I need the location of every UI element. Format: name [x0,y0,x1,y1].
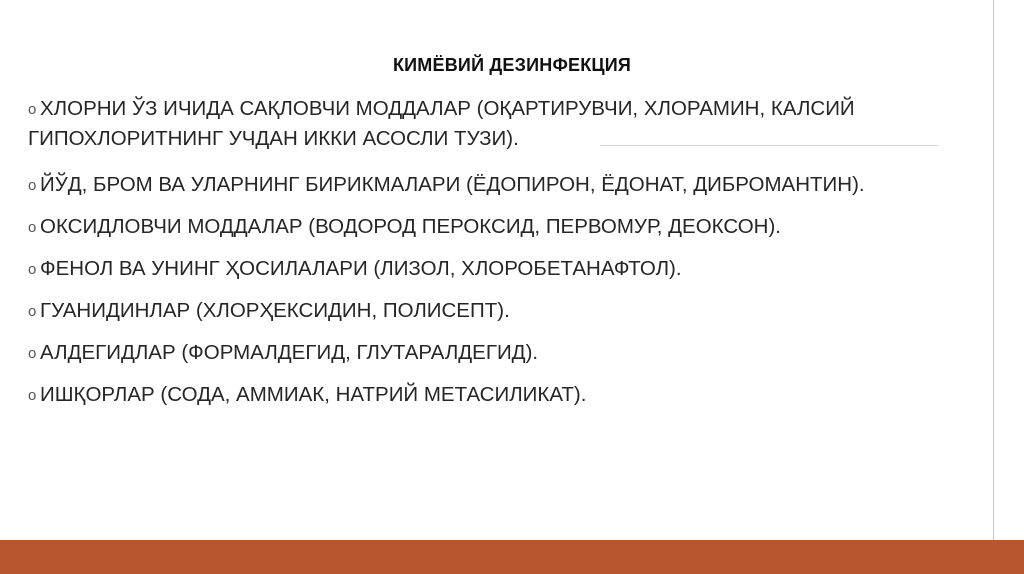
bullet-text: АЛДЕГИДЛАР (ФОРМАЛДЕГИД, ГЛУТАРАЛДЕГИД). [40,341,539,364]
slide-title: КИМЁВИЙ ДЕЗИНФЕКЦИЯ [392,55,632,75]
bullet-circle-icon: o [28,303,37,320]
bullet-circle-icon: o [28,219,37,236]
bullet-circle-icon: o [28,345,37,362]
bullet-text: ГУАНИДИНЛАР (ХЛОРҲЕКСИДИН, ПОЛИСЕПТ). [40,299,510,322]
bullet-item [28,338,968,368]
bullet-text: ХЛОРНИ ЎЗ ИЧИДА САҚЛОВЧИ МОДДАЛАР (ОҚАРТИРУВЧИ, ХЛОРАМИН, КАЛСИЙ ГИПОХЛОРИТНИНГ УЧДАН ИККИ АСОСЛИ ТУЗИ). [28,97,855,150]
bullet-circle-icon: o [28,101,37,118]
footer-bar [0,540,1024,574]
bullet-text: ОКСИДЛОВЧИ МОДДАЛАР (ВОДОРОД ПЕРОКСИД, ПЕРВОМУР, ДЕОКСОН). [40,215,781,238]
bullet-item [28,296,968,326]
bullet-circle-icon: o [28,387,37,404]
bullet-item [28,170,968,200]
bullet-text: ЙЎД, БРОМ ВА УЛАРНИНГ БИРИКМАЛАРИ (ЁДОПИРОН, ЁДОНАТ, ДИБРОМАНТИН). [40,173,865,196]
bullet-item [28,380,968,410]
bullet-circle-icon: o [28,177,37,194]
bullet-item [28,212,968,242]
bullet-circle-icon: o [28,261,37,278]
right-divider-line [993,0,994,540]
bullet-text: ФЕНОЛ ВА УНИНГ ҲОСИЛАЛАРИ (ЛИЗОЛ, ХЛОРОБЕТАНАФТОЛ). [40,257,682,280]
bullet-text: ИШҚОРЛАР (СОДА, АММИАК, НАТРИЙ МЕТАСИЛИКАТ). [40,383,587,406]
bullet-item [28,94,968,154]
bullet-item [28,254,968,284]
bullet-list [28,94,968,422]
